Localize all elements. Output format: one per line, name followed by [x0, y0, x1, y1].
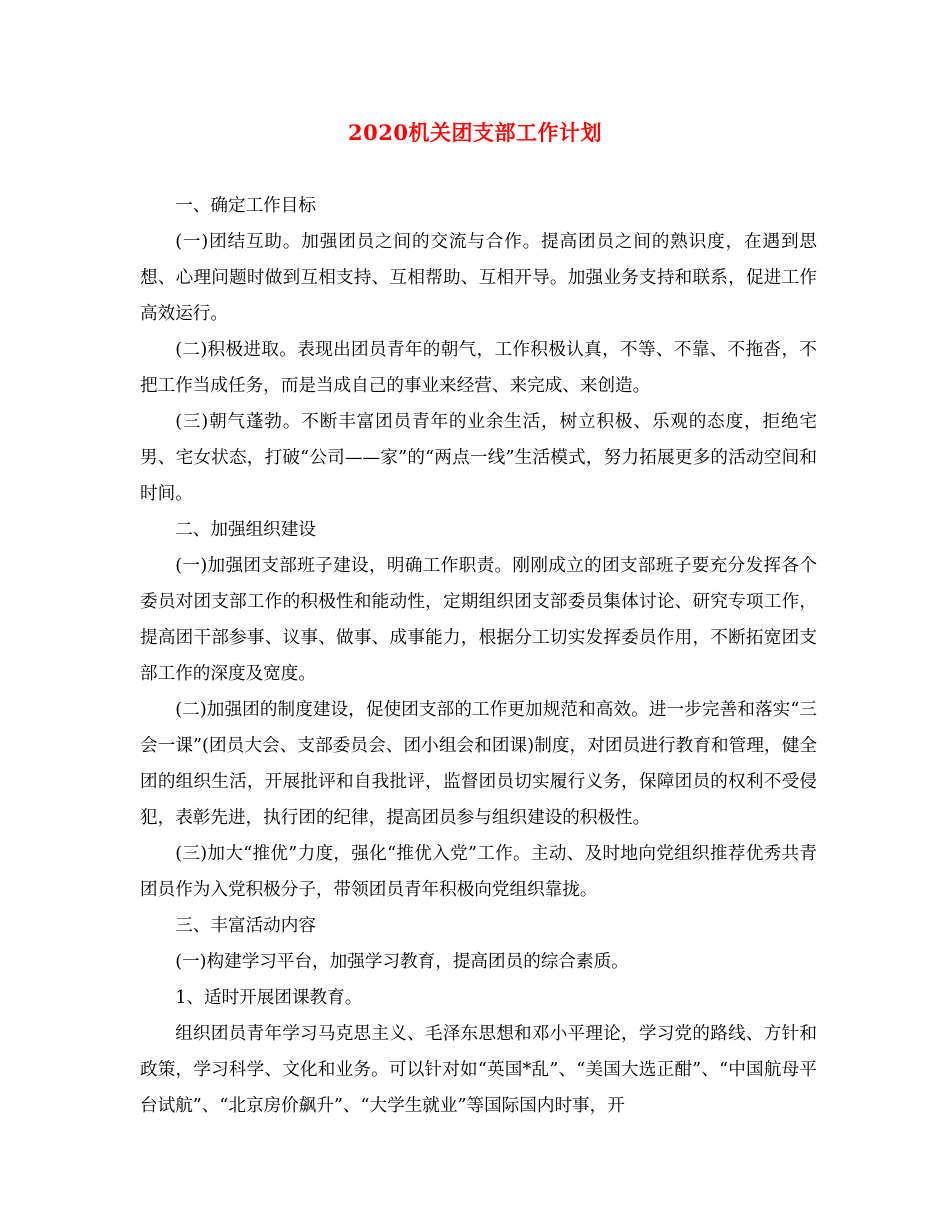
paragraph: (一)团结互助。加强团员之间的交流与合作。提高团员之间的熟识度，在遇到思想、心理问题时做到互相支持、互相帮助、互相开导。加强业务支持和联系，促进工作高效运行。	[140, 232, 817, 324]
heading-section-3: 三、丰富活动内容	[175, 916, 316, 936]
document-body	[140, 188, 817, 1124]
paragraph: (三)加大“推优”力度，强化“推优入党”工作。主动、及时地向党组织推荐优秀共青团员作为入党积极分子，带领团员青年积极向党组织靠拢。	[140, 844, 817, 900]
document-title: 2020机关团支部工作计划	[348, 120, 602, 145]
paragraph: 组织团员青年学习马克思主义、毛泽东思想和邓小平理论，学习党的路线、方针和政策，学习科学、文化和业务。可以针对如“英国*乱”、“美国大选正酣”、“中国航母平台试航”、“北京房价飙升”、“大学生就业”等国际国内时事，开	[140, 1024, 817, 1116]
paragraph: 1、适时开展团课教育。	[175, 988, 363, 1008]
paragraph: (二)加强团的制度建设，促使团支部的工作更加规范和高效。进一步完善和落实“三会一课”(团员大会、支部委员会、团小组会和团课)制度，对团员进行教育和管理，健全团的组织生活，开展批评和自我批评，监督团员切实履行义务，保障团员的权利不受侵犯，表彰先进，执行团的纪律，提高团员参与组织建设的积极性。	[140, 700, 817, 828]
heading-section-2: 二、加强组织建设	[175, 520, 316, 540]
paragraph: (一)加强团支部班子建设，明确工作职责。刚刚成立的团支部班子要充分发挥各个委员对团支部工作的积极性和能动性，定期组织团支部委员集体讨论、研究专项工作，提高团干部参事、议事、做事、成事能力，根据分工切实发挥委员作用，不断拓宽团支部工作的深度及宽度。	[140, 556, 817, 684]
paragraph: (一)构建学习平台，加强学习教育，提高团员的综合素质。	[175, 952, 629, 972]
paragraph: (二)积极进取。表现出团员青年的朝气，工作积极认真，不等、不靠、不拖沓，不把工作当成任务，而是当成自己的事业来经营、来完成、来创造。	[140, 340, 817, 396]
heading-section-1: 一、确定工作目标	[175, 196, 316, 216]
paragraph: (三)朝气蓬勃。不断丰富团员青年的业余生活，树立积极、乐观的态度，拒绝宅男、宅女状态，打破“公司——家”的“两点一线”生活模式，努力拓展更多的活动空间和时间。	[140, 412, 817, 504]
